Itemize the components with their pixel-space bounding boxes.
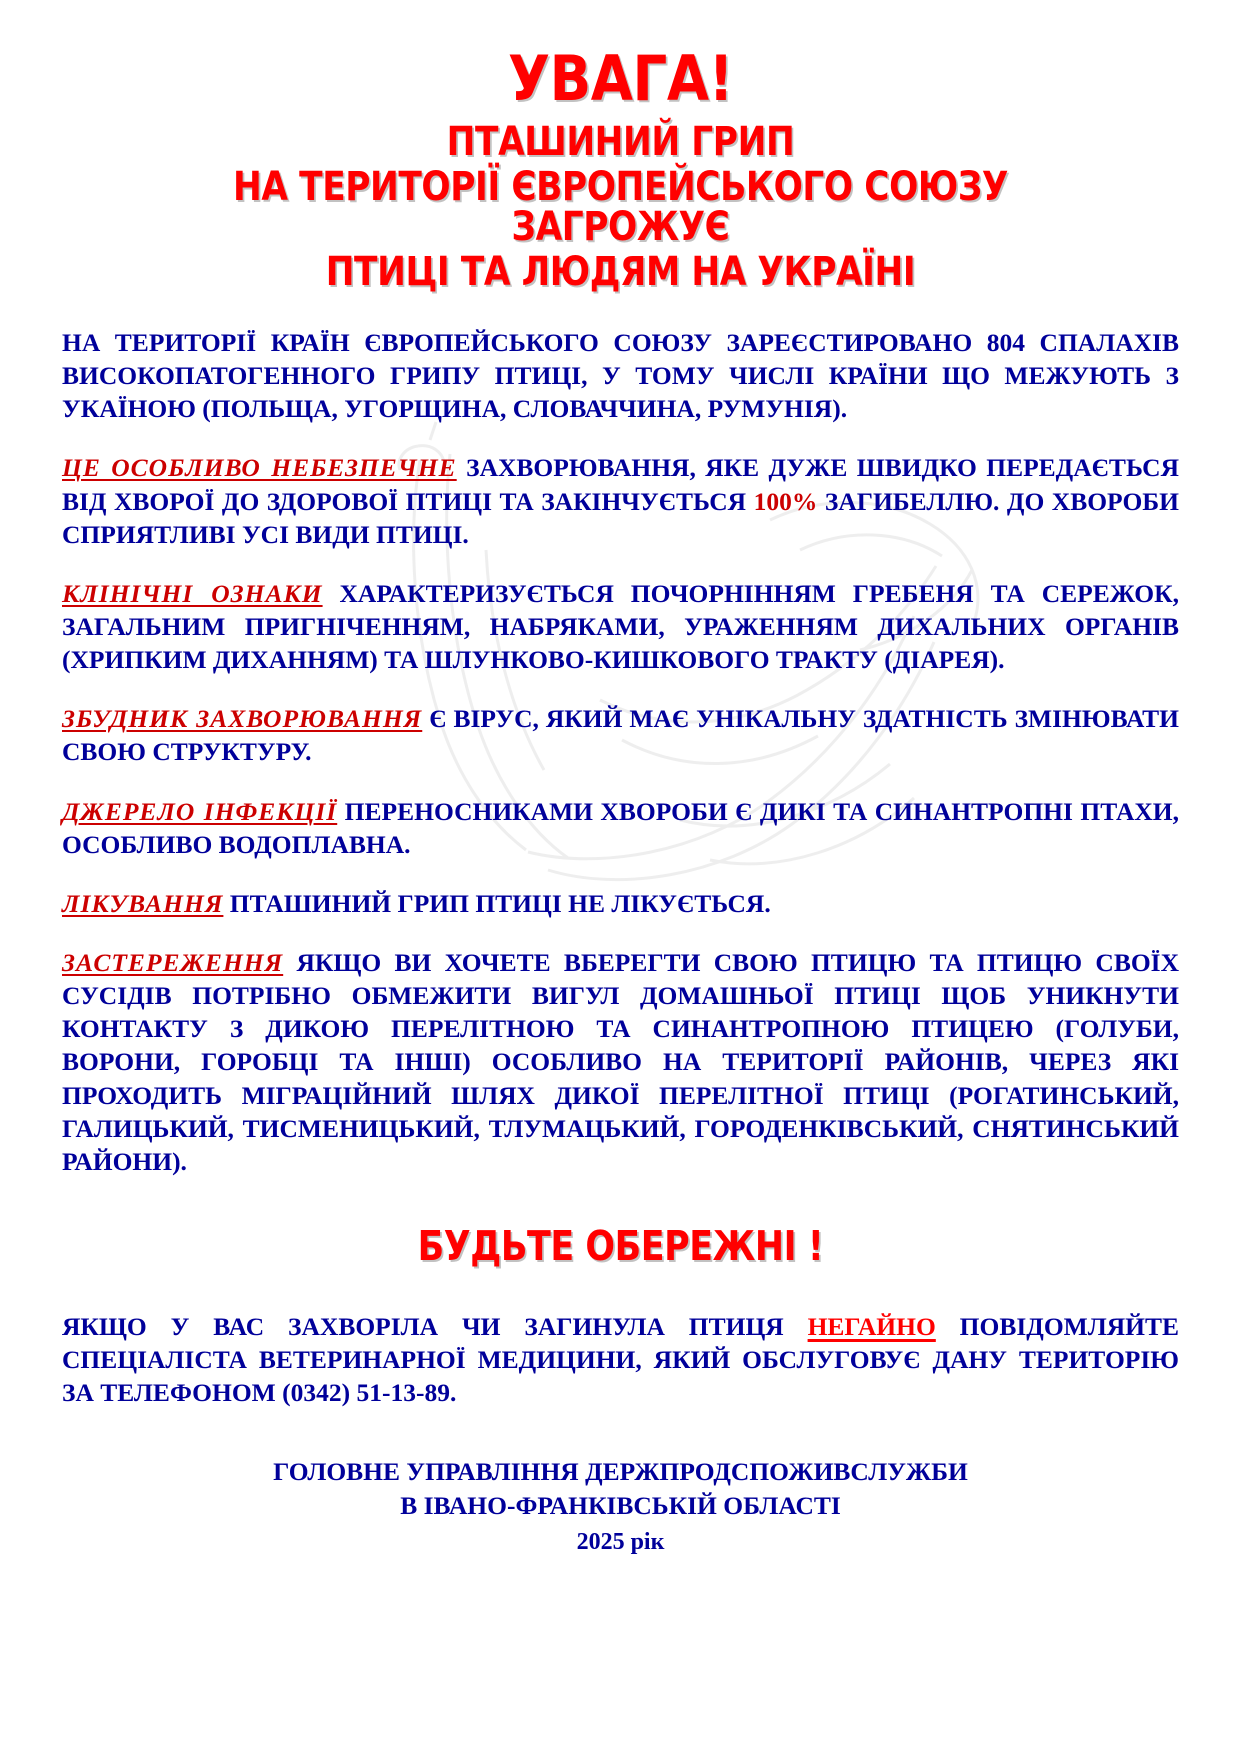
- paragraph-treatment: [62, 887, 1179, 920]
- headline-attention: УВАГА!: [507, 42, 734, 115]
- paragraph-danger-text-2: ЗАГИБЕЛЛЮ. ДО ХВОРОБИ СПРИЯТЛИВІ УСІ ВИДИ ПТИЦІ.: [62, 486, 1179, 549]
- headline-line-2: НА ТЕРИТОРІЇ ЄВРОПЕЙСЬКОГО СОЮЗУ ЗАГРОЖУЄ: [233, 164, 1008, 250]
- paragraph-danger-text-1: ЗАХВОРЮВАННЯ, ЯКЕ ДУЖЕ ШВИДКО ПЕРЕДАЄТЬСЯ ВІД ХВОРОЇ ДО ЗДОРОВОЇ ПТИЦІ ТА ЗАКІНЧУЄТЬСЯ: [62, 453, 1179, 516]
- paragraph-infection-source: [62, 795, 1179, 861]
- poster-headline: [62, 42, 1179, 295]
- contact-urgent: НЕГАЙНО: [807, 1311, 936, 1341]
- lead-pathogen: ЗБУДНИК ЗАХВОРЮВАННЯ: [62, 704, 423, 734]
- paragraph-outbreaks-text: НА ТЕРИТОРІЇ КРАЇН ЄВРОПЕЙСЬКОГО СОЮЗУ ЗАРЕЄСТИРОВАНО 804 СПАЛАХІВ ВИСОКОПАТОГЕННОГО ГРИПУ ПТИЦІ, У ТОМУ ЧИСЛІ КРАЇНИ ЩО МЕЖУЮТЬ З УКАЇНОЮ (ПОЛЬЩА, УГОРЩИНА, СЛОВАЧЧИНА, РУМУНІЯ).: [62, 328, 1179, 424]
- mortality-rate: 100%: [753, 486, 818, 516]
- paragraph-pathogen: [62, 702, 1179, 768]
- headline-line-1: ПТАШИНИЙ ГРИП: [446, 119, 795, 165]
- contact-period: .: [449, 1378, 457, 1408]
- paragraph-precautions: [62, 946, 1179, 1178]
- contact-text-2: ПОВІДОМЛЯЙТЕ СПЕЦІАЛІСТА ВЕТЕРИНАРНОЇ МЕДИЦИНИ, ЯКИЙ ОБСЛУГОВУЄ ДАНУ ТЕРИТОРІЮ ЗА ТЕЛЕФОНОМ: [62, 1311, 1179, 1408]
- contact-phone-number[interactable]: (0342) 51-13-89: [282, 1378, 450, 1408]
- footer-org-line-1: ГОЛОВНЕ УПРАВЛІННЯ ДЕРЖПРОДСПОЖИВСЛУЖБИ: [273, 1457, 968, 1487]
- footer-org-line-2: В ІВАНО-ФРАНКІВСЬКІЙ ОБЛАСТІ: [400, 1491, 841, 1521]
- lead-precautions: ЗАСТЕРЕЖЕННЯ: [62, 947, 284, 977]
- lead-especially-dangerous: ЦЕ ОСОБЛИВО НЕБЕЗПЕЧНЕ: [62, 453, 457, 483]
- footer-year: 2025 рік: [576, 1528, 665, 1555]
- paragraph-clinical-signs: [62, 577, 1179, 676]
- lead-infection-source: ДЖЕРЕЛО ІНФЕКЦІЇ: [62, 796, 338, 826]
- paragraph-precautions-text: ЯКЩО ВИ ХОЧЕТЕ ВБЕРЕГТИ СВОЮ ПТИЦЮ ТА ПТИЦЮ СВОЇХ СУСІДІВ ПОТРІБНО ОБМЕЖИТИ ВИГУЛ ДОМАШНЬОЇ ПТИЦІ ЩОБ УНИКНУТИ КОНТАКТУ З ДИКОЮ ПЕРЕЛІТНОЮ ТА СИНАНТРОПНОЮ ПТИЦЕЮ (ГОЛУБИ, ВОРОНИ, ГОРОБЦІ ТА ІНШІ) ОСОБЛИВО НА ТЕРИТОРІЇ РАЙОНІВ, ЧЕРЕЗ ЯКІ ПРОХОДИТЬ МІГРАЦІЙНИЙ ШЛЯХ ДИКОЇ ПЕРЕЛІТНОЇ ПТИЦІ (РОГАТИНСЬКИЙ, ГАЛИЦЬКИЙ, ТИСМЕНИЦЬКИЙ, ТЛУМАЦЬКИЙ, ГОРОДЕНКІВСЬКИЙ, СНЯТИНСЬКИЙ РАЙОНИ).: [62, 947, 1179, 1176]
- headline-line-3: ПТИЦІ ТА ЛЮДЯМ НА УКРАЇНІ: [325, 249, 916, 295]
- paragraph-pathogen-text: Є ВІРУС, ЯКИЙ МАЄ УНІКАЛЬНУ ЗДАТНІСТЬ ЗМІНЮВАТИ СВОЮ СТРУКТУРУ.: [62, 704, 1179, 767]
- contact-text-1: ЯКЩО У ВАС ЗАХВОРІЛА ЧИ ЗАГИНУЛА ПТИЦЯ: [62, 1311, 808, 1341]
- paragraph-treatment-text: ПТАШИНИЙ ГРИП ПТИЦІ НЕ ЛІКУЄТЬСЯ.: [223, 888, 771, 918]
- paragraph-contact: [62, 1310, 1179, 1409]
- paragraph-infection-source-text: ПЕРЕНОСНИКАМИ ХВОРОБИ Є ДИКІ ТА СИНАНТРОПНІ ПТАХИ, ОСОБЛИВО ВОДОПЛАВНА.: [62, 796, 1179, 859]
- paragraph-clinical-signs-text: ХАРАКТЕРИЗУЄТЬСЯ ПОЧОРНІННЯМ ГРЕБЕНЯ ТА СЕРЕЖОК, ЗАГАЛЬНИМ ПРИГНІЧЕННЯМ, НАБРЯКАМИ, УРАЖЕННЯМ ДИХАЛЬНИХ ОРГАНІВ (ХРИПКИМ ДИХАННЯМ) ТА ШЛУНКОВО-КИШКОВОГО ТРАКТУ (ДІАРЕЯ).: [62, 578, 1180, 675]
- poster-footer: [62, 1455, 1179, 1558]
- lead-clinical-signs: КЛІНІЧНІ ОЗНАКИ: [62, 578, 323, 608]
- lead-treatment: ЛІКУВАННЯ: [62, 888, 224, 918]
- poster-body: [62, 326, 1179, 1178]
- paragraph-danger: [62, 451, 1179, 550]
- be-careful-banner: БУДЬТЕ ОБЕРЕЖНІ !: [417, 1221, 824, 1270]
- paragraph-outbreaks: [62, 326, 1179, 425]
